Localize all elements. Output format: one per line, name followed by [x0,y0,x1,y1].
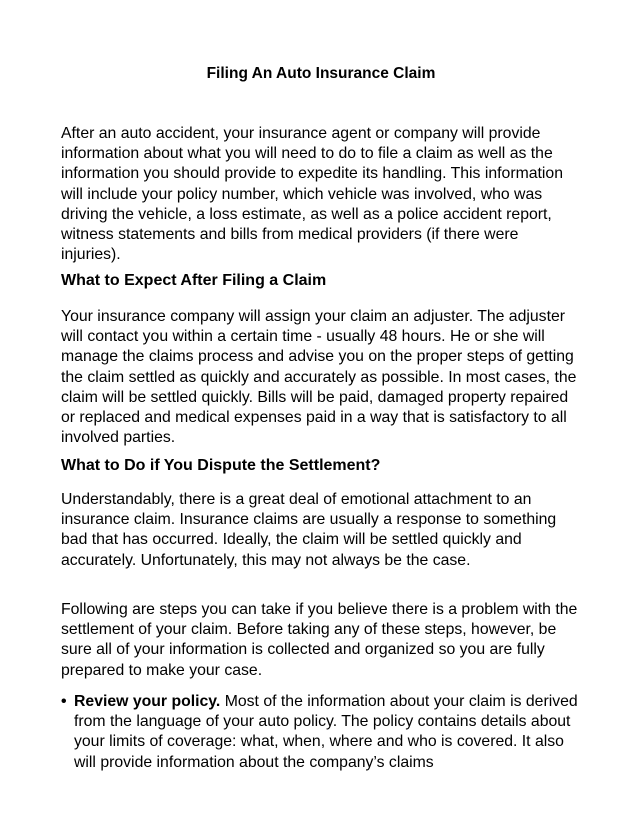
dispute-paragraph-2: Following are steps you can take if you believe there is a problem with the settlement of your claim. Before taking any of these steps, however, be sure all of your information is collected and organized so you are fully prepared to make your case. [61,601,578,679]
intro-paragraph: After an auto accident, your insurance agent or company will provide information about what you will need to do to file a claim as well as the information you should provide to expedite its handling. This information will include your policy number, which vehicle was involved, who was driving the vehicle, a loss estimate, as well as a police accident report, witness statements and bills from medical providers (if there were injuries). [61,125,563,264]
bullet-review-policy [61,692,581,773]
document-title: Filing An Auto Insurance Claim [206,65,436,82]
bullet-text: Most of the information about your claim is derived from the language of your auto policy. The policy contains details about your limits of coverage: what, when, where and who is covered. It also will provide information about the company’s claims [74,693,578,771]
bullet-body [61,692,581,773]
section-heading-dispute: What to Do if You Dispute the Settlement? [61,457,381,474]
section-heading-after-filing: What to Expect After Filing a Claim [61,272,327,289]
dispute-paragraph-1: Understandably, there is a great deal of emotional attachment to an insurance claim. Insurance claims are usually a response to something bad that has occurred. Ideally, the claim will be settled quickly and accurately. Unfortunately, this may not always be the case. [61,491,557,569]
after-filing-paragraph: Your insurance company will assign your claim an adjuster. The adjuster will contact you within a certain time - usually 48 hours. He or she will manage the claims process and advise you on the proper steps of getting the claim settled as quickly and accurately as possible. In most cases, the claim will be settled quickly. Bills will be paid, damaged property repaired or replaced and medical expenses paid in a way that is satisfactory to all involved parties. [61,308,577,447]
bullet-marker: • [61,693,67,710]
bullet-lead: Review your policy. [74,693,221,710]
